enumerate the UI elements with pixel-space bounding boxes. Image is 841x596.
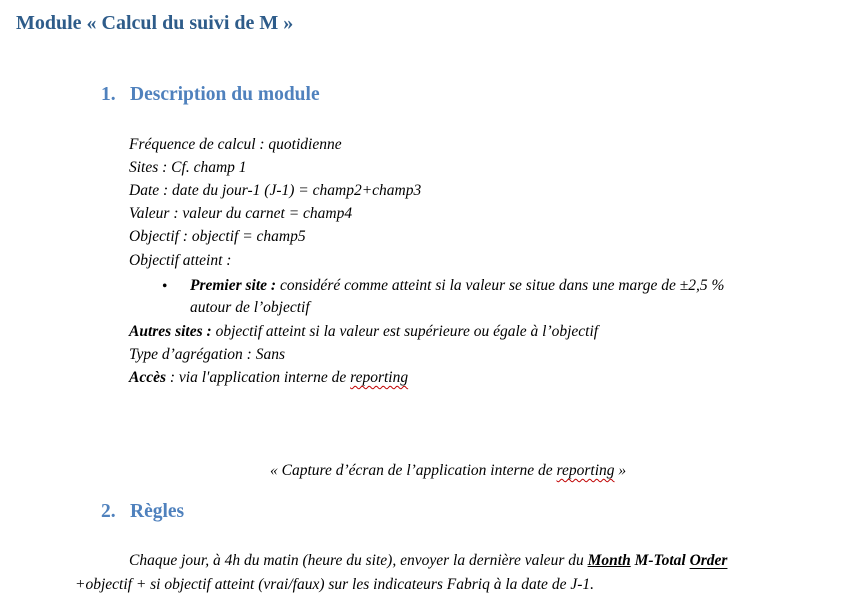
date-line: Date : date du jour-1 (J-1) = champ2+champ3 — [129, 182, 422, 199]
bullet-dot-icon: • — [162, 278, 168, 295]
page-title: Module « Calcul du suivi de M » — [16, 12, 294, 34]
bullet-line-2: autour de l’objectif — [190, 299, 310, 316]
regles-paragraph-line-2: +objectif + si objectif atteint (vrai/faux) sur les indicateurs Fabriq à la date de J-1. — [75, 576, 594, 593]
month-bold: Month — [587, 552, 631, 569]
autres-sites-line — [129, 323, 598, 341]
section-1-heading — [101, 84, 320, 106]
frequence-line: Fréquence de calcul : quotidienne — [129, 136, 342, 153]
valeur-line: Valeur : valeur du carnet = champ4 — [129, 205, 353, 222]
screenshot-caption — [270, 462, 626, 480]
caption-reporting-word: reporting — [556, 462, 615, 479]
regles-text: Chaque jour, à 4h du matin (heure du site), envoyer la dernière valeur du — [129, 552, 588, 569]
section-2-heading — [101, 501, 184, 523]
acces-reporting-word: reporting — [350, 369, 409, 386]
m-total-bold: M-Total — [630, 552, 690, 569]
sites-line: Sites : Cf. champ 1 — [129, 159, 247, 176]
acces-line — [129, 369, 408, 387]
autres-sites-label: Autres sites : — [129, 323, 212, 340]
premier-site-text: considéré comme atteint si la valeur se situe dans une marge de ±2,5 % — [276, 277, 725, 294]
type-agregation-line: Type d’agrégation : Sans — [129, 346, 285, 363]
objectif-line: Objectif : objectif = champ5 — [129, 228, 306, 245]
bullet-line-1 — [190, 277, 724, 295]
acces-label: Accès — [129, 369, 167, 386]
acces-text: : via l'application interne de — [166, 369, 351, 386]
section-2-number: 2. — [101, 501, 116, 522]
section-1-title: Description du module — [130, 84, 320, 105]
premier-site-label: Premier site : — [190, 277, 277, 294]
caption-suffix: » — [614, 462, 627, 479]
objectif-atteint-line: Objectif atteint : — [129, 252, 232, 269]
order-bold: Order — [689, 552, 728, 569]
section-2-title: Règles — [130, 501, 185, 522]
regles-paragraph-line-1 — [129, 552, 727, 570]
section-1-number: 1. — [101, 84, 116, 105]
autres-sites-text: objectif atteint si la valeur est supérieure ou égale à l’objectif — [211, 323, 599, 340]
caption-prefix: « Capture d’écran de l’application interne de — [270, 462, 557, 479]
